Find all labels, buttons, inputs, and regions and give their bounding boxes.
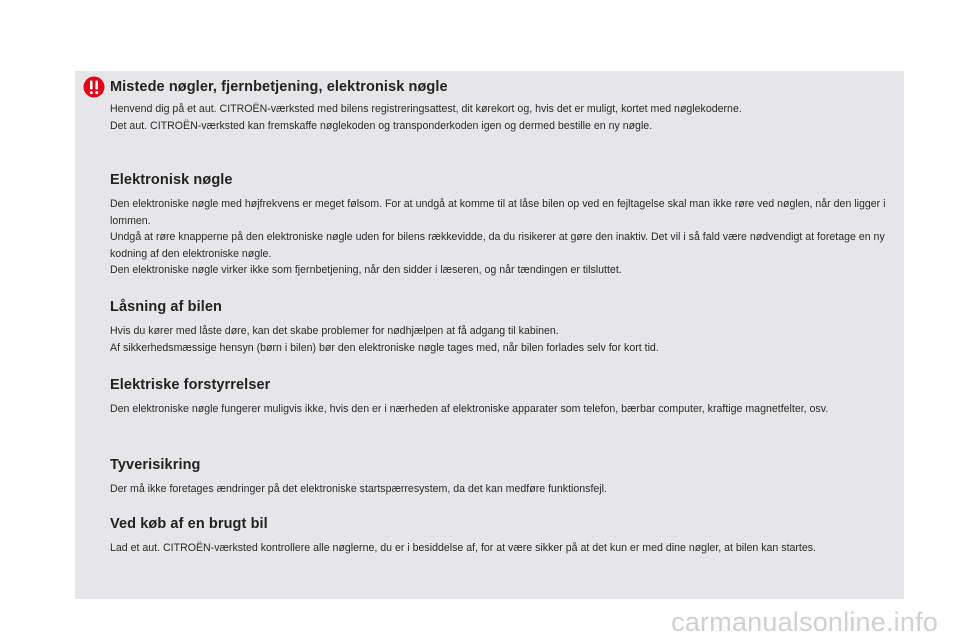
section-paragraph: Den elektroniske nøgle fungerer muligvis ikke, hvis den er i nærheden af elektroniske apparater som telefon, bærbar computer, kraftige magnetfelter, osv. [110,403,829,415]
section-paragraph: Den elektroniske nøgle med højfrekvens er meget følsom. For at undgå at komme til at låse bilen op ved en fejltagelse skal man ikke røre ved nøglen, når den ligger i lommen. [110,198,886,227]
section-locking [110,299,890,356]
section-theft-protection [110,457,890,498]
section-heading: Mistede nøgler, fjernbetjening, elektronisk nøgle [110,79,448,95]
section-paragraph: Den elektroniske nøgle virker ikke som fjernbetjening, når den sidder i læseren, og når tændingen er tilsluttet. [110,264,622,276]
section-electronic-key [110,172,890,279]
section-paragraph: Der må ikke foretages ændringer på det elektroniske startspærresystem, da det kan medføre funktionsfejl. [110,483,607,495]
section-paragraph: Hvis du kører med låste døre, kan det skabe problemer for nødhjælpen at få adgang til kabinen. [110,325,559,337]
section-paragraph: Undgå at røre knapperne på den elektroniske nøgle uden for bilens rækkevidde, da du risikerer at gøre den inaktiv. Det vil i så fald være nødvendigt at foretage en ny kodning af den elektroniske nøgle. [110,231,885,260]
section-heading: Elektronisk nøgle [110,172,233,188]
section-lost-keys [110,79,890,134]
section-paragraph: Det aut. CITROËN-værksted kan fremskaffe nøglekoden og transponderkoden igen og dermed bestille en ny nøgle. [110,119,653,132]
section-interference [110,377,890,418]
section-heading: Elektriske forstyrrelser [110,377,271,393]
section-paragraph: Lad et aut. CITROËN-værksted kontrollere alle nøglerne, du er i besiddelse af, for at være sikker på at det kun er med dine nøgler, at bilen kan startes. [110,542,817,554]
section-heading: Låsning af bilen [110,299,222,315]
watermark: carmanualsonline.info [671,607,938,637]
section-paragraph: Henvend dig på et aut. CITROËN-værksted med bilens registreringsattest, dit kørekort og, hvis det er muligt, kortet med nøglekoderne. [110,103,742,115]
warning-icon [83,76,105,98]
section-used-car [110,516,890,557]
section-paragraph: Af sikkerhedsmæssige hensyn (børn i bilen) bør den elektroniske nøgle tages med, når bilen forlades selv for kort tid. [110,341,659,354]
section-heading: Tyverisikring [110,457,201,473]
section-heading: Ved køb af en brugt bil [110,516,268,532]
